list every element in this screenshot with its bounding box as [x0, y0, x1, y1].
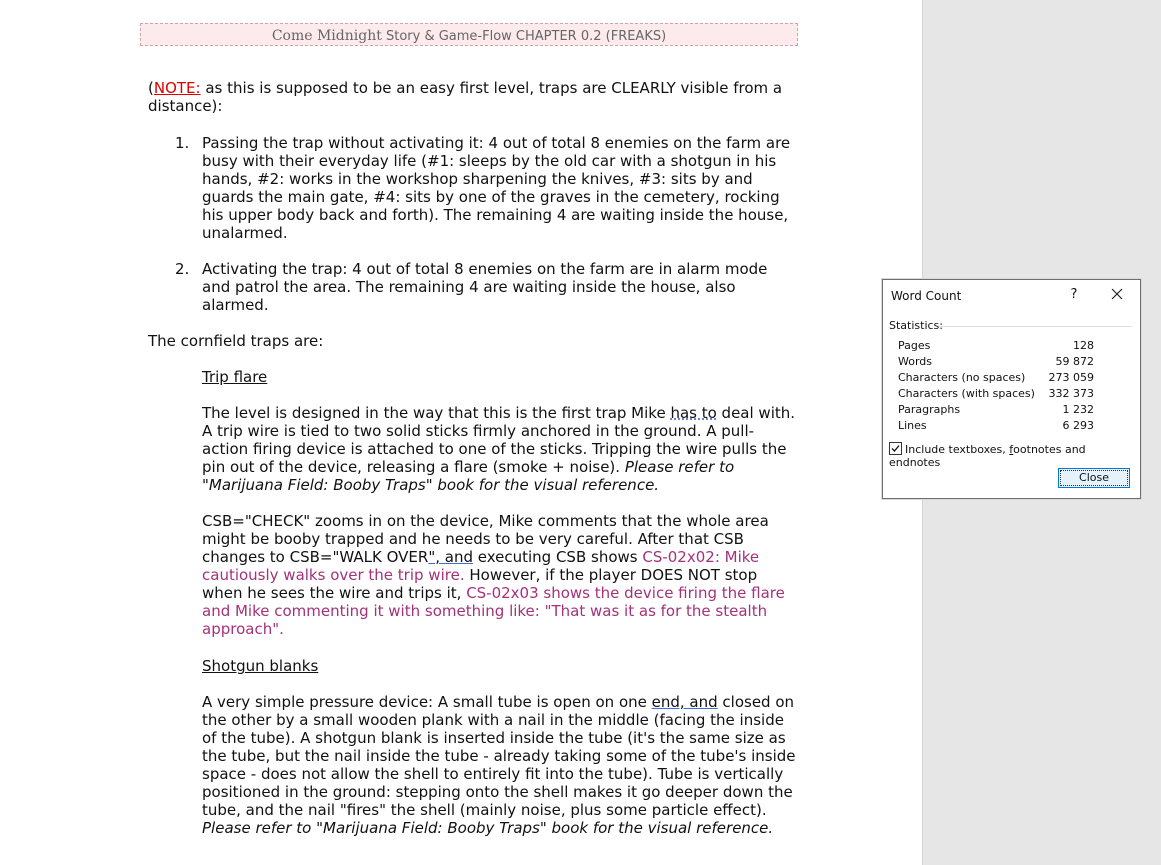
- statistics-label: Statistics:: [889, 319, 943, 332]
- stat-label: Paragraphs: [898, 403, 961, 416]
- header-title-serif: Come Midnight: [271, 28, 382, 44]
- stat-label: Characters (with spaces): [898, 387, 1035, 400]
- stat-row-chars-with-spaces: [898, 387, 1094, 403]
- word-count-dialog[interactable]: [882, 279, 1141, 499]
- grammar-flag[interactable]: end, and: [651, 693, 718, 711]
- stat-value: 6 293: [1062, 419, 1094, 432]
- header-title-rest: Story & Game-Flow CHAPTER 0.2 (FREAKS): [385, 29, 667, 44]
- checkbox-label-accel: f: [1009, 443, 1014, 456]
- italic-reference: Please refer to "Marijuana Field: Booby Traps" book for the visual reference.: [202, 819, 774, 837]
- checkbox-label-post: ootnotes and endnotes: [889, 443, 1086, 469]
- page-header: [140, 23, 798, 46]
- note-paragraph: (NOTE: as this is supposed to be an easy first level, traps are CLEARLY visible from a distance):: [148, 79, 783, 115]
- close-button[interactable]: [1058, 468, 1130, 488]
- cutscene-text: CS-02x02: Mike cautiously walks over the trip wire.: [202, 548, 760, 584]
- stat-row-lines: [898, 419, 1094, 435]
- stat-value: 273 059: [1048, 371, 1094, 384]
- stat-label: Pages: [898, 339, 931, 352]
- list-number: 1.: [175, 134, 190, 152]
- stat-row-pages: [898, 339, 1094, 355]
- csb-paragraph: [202, 512, 798, 638]
- italic-reference: Please refer to "Marijuana Field: Booby Traps" book for the visual reference.: [202, 458, 735, 494]
- text-run: However, if the player DOES NOT stop when he sees the wire and trips it,: [202, 566, 758, 602]
- text-run: closed on the other by a small wooden plank with a nail in the middle (facing the inside of the tube). A shotgun blank is inserted inside the tube (it's the same size as the tube, but the nail inside the tube - already taking some of the tube's inside space - does not allow the shell to entirely fit into the tube). Tube is vertically positioned in the ground: stepping onto the shell makes it go deeper down the tube, and the nail "fires" the shell (mainly noise, plus some particle effect).: [202, 693, 796, 819]
- text-run: The level is designed in the way that this is the first trap Mike: [202, 404, 671, 422]
- grammar-flag[interactable]: ", and: [428, 548, 473, 566]
- divider: [939, 326, 1132, 327]
- text-run: A very simple pressure device: A small tube is open on one: [202, 693, 652, 711]
- include-textboxes-checkbox[interactable]: [889, 442, 1140, 469]
- checkbox-label-pre: Include textboxes,: [905, 443, 1010, 456]
- shotgun-heading: Shotgun blanks: [202, 657, 319, 675]
- note-text: as this is supposed to be an easy first level, traps are CLEARLY visible from a distance):: [148, 79, 783, 115]
- cutscene-text: CS-02x03 shows the device firing the flare and Mike commenting it with something like: "That was it as for the stealth approach".: [202, 584, 785, 638]
- help-button[interactable]: ?: [1070, 287, 1078, 302]
- list-item: Passing the trap without activating it: 4 out of total 8 enemies on the farm are busy with their everyday life (#1: sleeps by the old car with a shotgun in his hands, #2: works in the workshop sharpening the knives, #3: sits by and guards the main gate, #4: sits by one of the graves in the cemetery, rocking his upper body back and forth). The remaining 4 are waiting inside the house, unalarmed.: [202, 134, 791, 242]
- trip-flare-paragraph: [202, 404, 798, 494]
- trip-flare-heading: Trip flare: [202, 368, 268, 386]
- shotgun-paragraph: [202, 693, 798, 837]
- close-icon[interactable]: [1108, 285, 1126, 303]
- cornfield-intro: The cornfield traps are:: [148, 332, 324, 350]
- checkbox-checked-icon[interactable]: [889, 442, 902, 455]
- stat-value: 128: [1073, 339, 1094, 352]
- text-run: deal with. A trip wire is tied to two solid sticks firmly anchored in the ground. A pull-action firing device is attached to one of the sticks. Tripping the wire pulls the pin out of the device, releasing a flare (smoke + noise).: [202, 404, 796, 476]
- grammar-flag[interactable]: has to: [670, 404, 717, 422]
- stat-label: Words: [898, 355, 933, 368]
- text-run: CSB="CHECK" zooms in on the device, Mike comments that the whole area might be booby trapped and he needs to be very careful. After that CSB changes to CSB="WALK OVER: [202, 512, 769, 566]
- close-button-label: Close: [1060, 470, 1128, 486]
- stat-value: 59 872: [1055, 355, 1094, 368]
- stat-row-words: [898, 355, 1094, 371]
- stat-label: Lines: [898, 419, 927, 432]
- dialog-title: Word Count: [891, 289, 962, 303]
- stat-row-paragraphs: [898, 403, 1094, 419]
- stat-row-chars-no-spaces: [898, 371, 1094, 387]
- stat-value: 332 373: [1048, 387, 1094, 400]
- list-number: 2.: [175, 260, 190, 278]
- stat-label: Characters (no spaces): [898, 371, 1026, 384]
- list-item: Activating the trap: 4 out of total 8 enemies on the farm are in alarm mode and patrol the area. The remaining 4 are waiting inside the house, also alarmed.: [202, 260, 768, 314]
- note-label: NOTE:: [153, 79, 201, 97]
- stat-value: 1 232: [1062, 403, 1094, 416]
- text-run: executing CSB shows: [472, 548, 643, 566]
